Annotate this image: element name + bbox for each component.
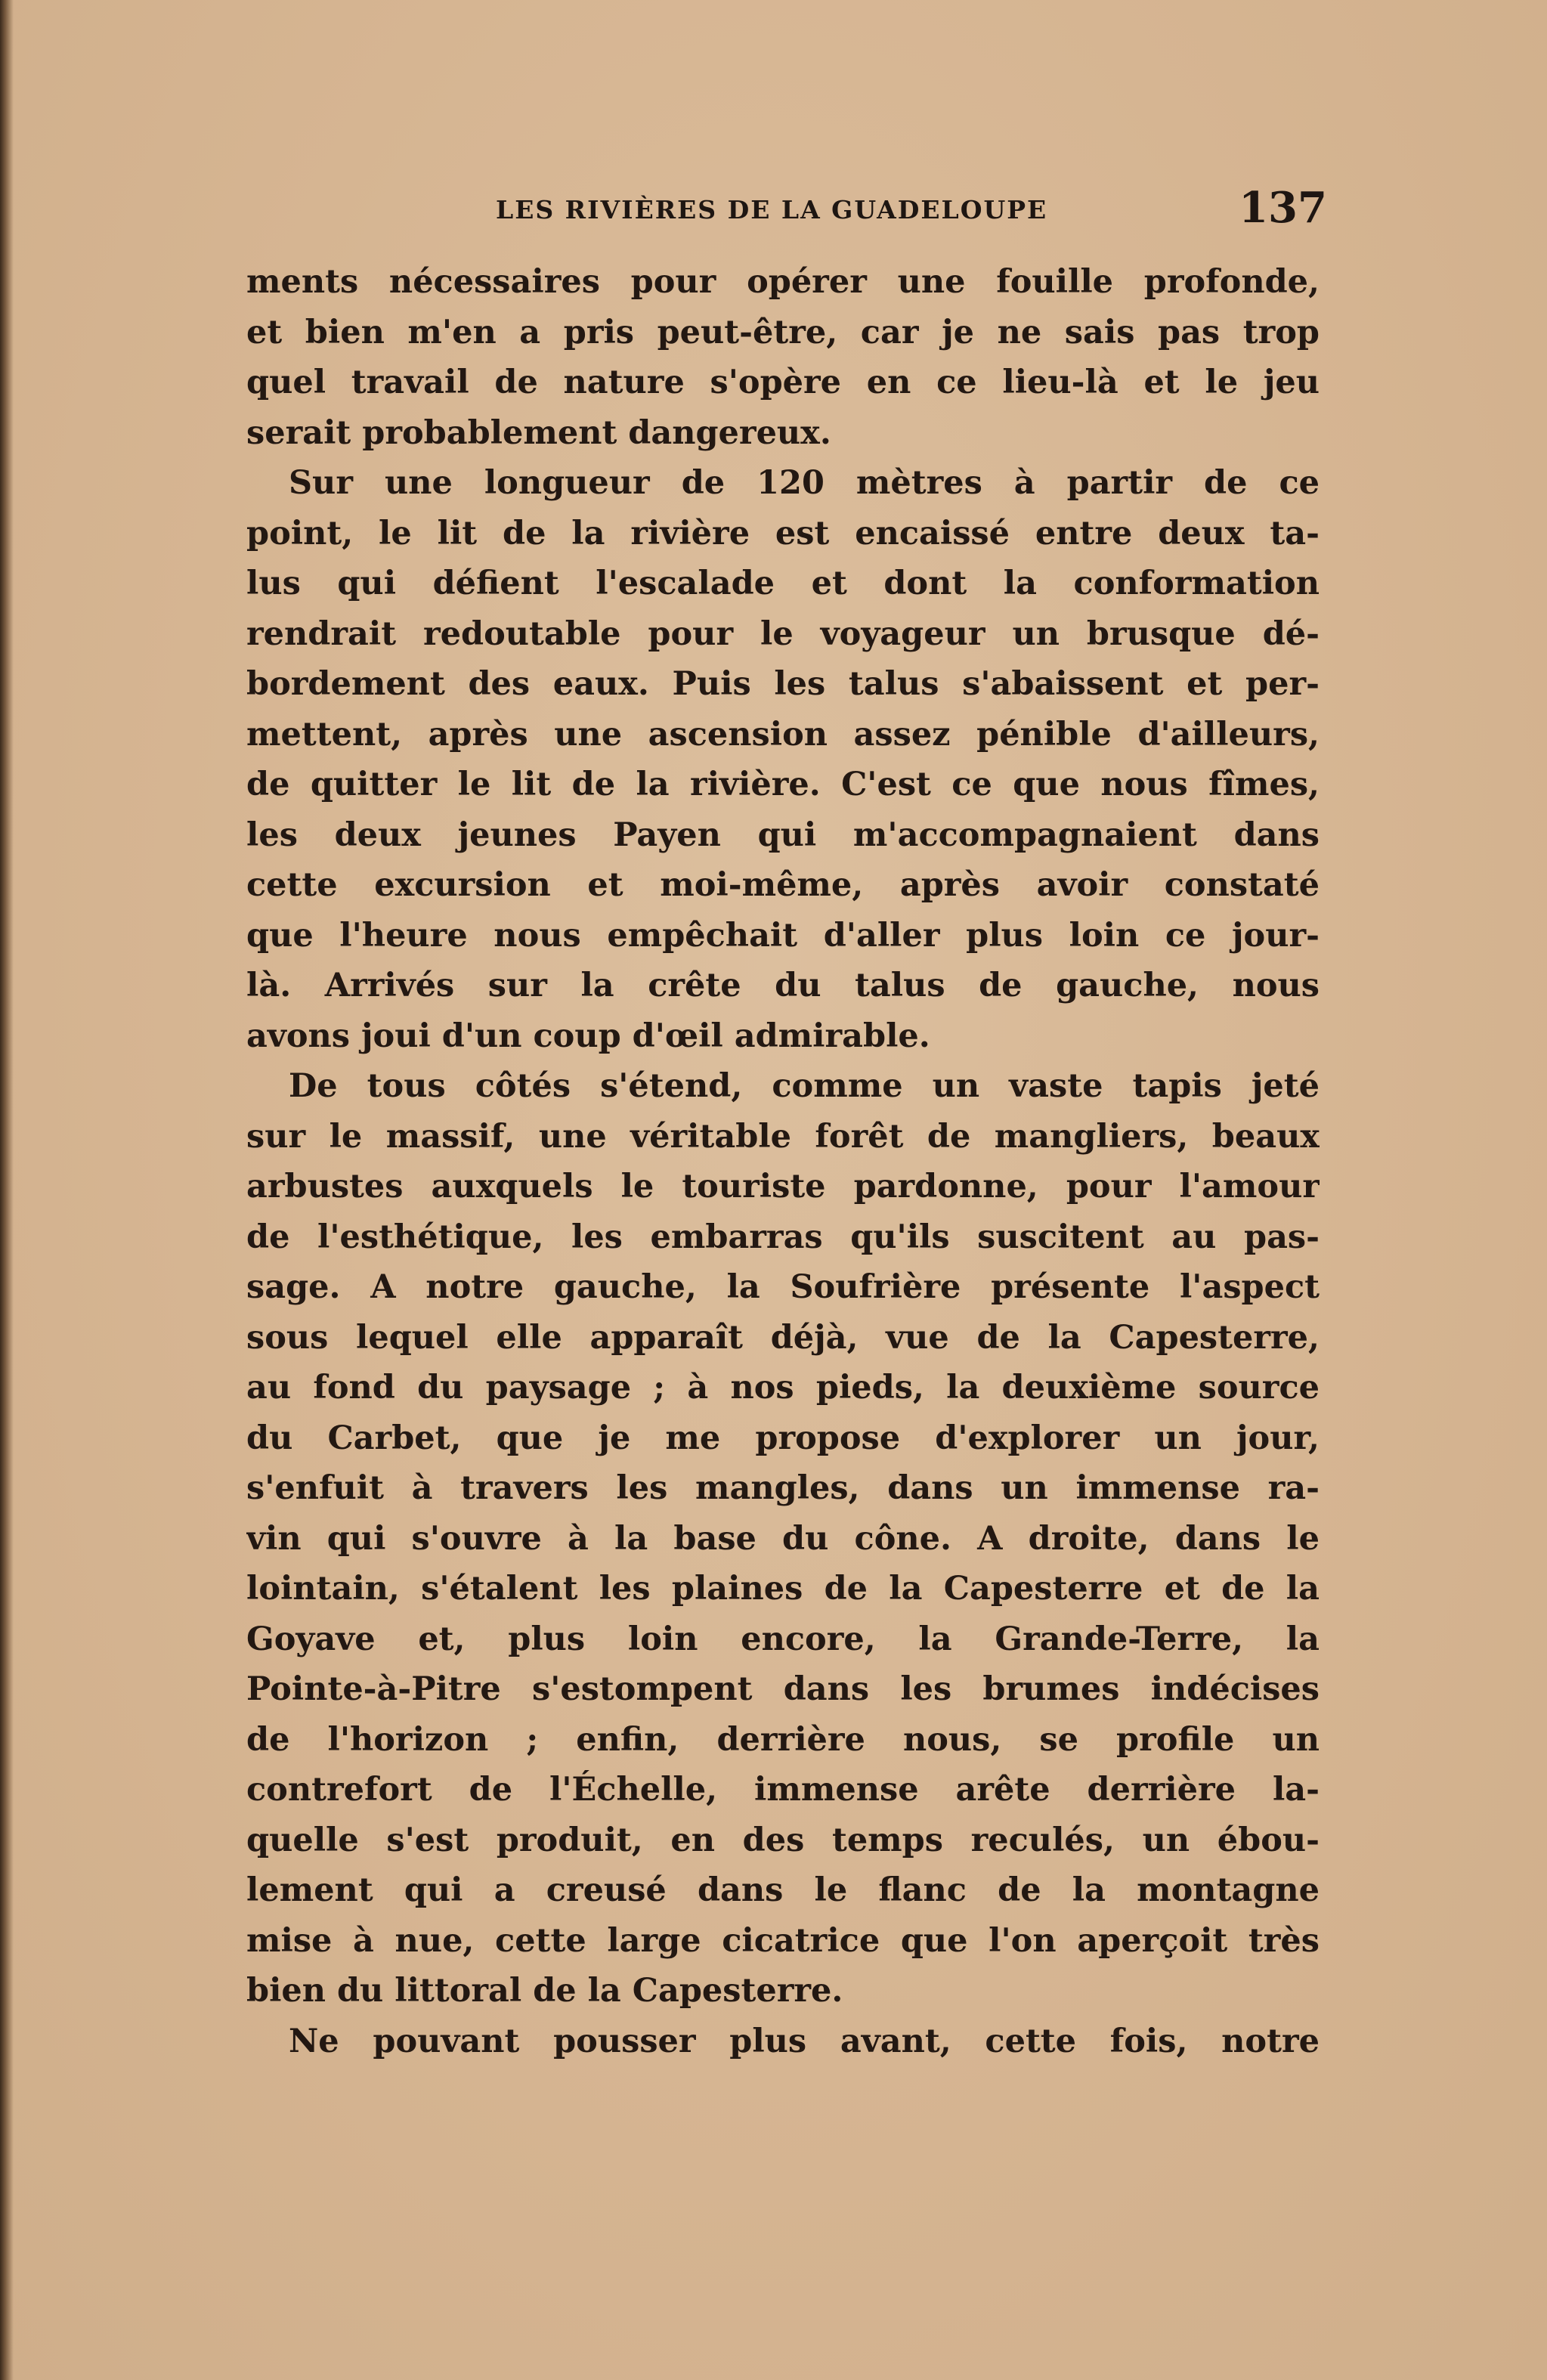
text-line: rendrait redoutable pour le voyageur un brusque dé- bbox=[246, 614, 1320, 653]
text-line: de quitter le lit de la rivière. C'est ce que nous fîmes, bbox=[246, 766, 1320, 803]
text-line: sous lequel elle apparaît déjà, vue de la Capesterre, bbox=[246, 1318, 1320, 1357]
text-line: lus qui défient l'escalade et dont la conformation bbox=[246, 565, 1320, 602]
text-line: s'enfuit à travers les mangles, dans un immense ra- bbox=[246, 1469, 1320, 1507]
text-line: Pointe-à-Pitre s'estompent dans les brumes indécises bbox=[246, 1670, 1320, 1708]
page-binding-edge bbox=[0, 0, 14, 2380]
text-line: là. Arrivés sur la crête du talus de gauche, nous bbox=[246, 967, 1320, 1004]
body-text bbox=[246, 257, 1320, 2066]
text-line: et bien m'en a pris peut-être, car je ne sais pas trop bbox=[246, 313, 1320, 351]
text-line: mettent, après une ascension assez pénible d'ailleurs, bbox=[246, 715, 1320, 754]
text-line: quelle s'est produit, en des temps reculés, un ébou- bbox=[246, 1821, 1320, 1859]
text-line: Goyave et, plus loin encore, la Grande-Terre, la bbox=[246, 1620, 1320, 1658]
text-line: point, le lit de la rivière est encaissé entre deux ta- bbox=[246, 514, 1320, 552]
text-line: De tous côtés s'étend, comme un vaste tapis jeté bbox=[289, 1067, 1320, 1105]
page-number: 137 bbox=[1239, 183, 1327, 233]
text-line: au fond du paysage ; à nos pieds, la deuxième source bbox=[246, 1369, 1320, 1407]
text-line: contrefort de l'Échelle, immense arête derrière la- bbox=[246, 1771, 1320, 1809]
page-header bbox=[246, 181, 1327, 234]
text-line: ments nécessaires pour opérer une fouille profonde, bbox=[246, 263, 1320, 301]
text-line: Ne pouvant pousser plus avant, cette fois, notre bbox=[289, 2022, 1320, 2060]
text-line: sage. A notre gauche, la Soufrière présente l'aspect bbox=[246, 1268, 1320, 1306]
text-line: de l'horizon ; enfin, derrière nous, se profile un bbox=[246, 1720, 1320, 1759]
text-line: serait probablement dangereux. bbox=[246, 413, 831, 452]
text-line: les deux jeunes Payen qui m'accompagnaient dans bbox=[246, 816, 1320, 854]
text-line: du Carbet, que je me propose d'explorer un jour, bbox=[246, 1419, 1320, 1457]
text-line: quel travail de nature s'opère en ce lieu-là et le jeu bbox=[246, 364, 1320, 401]
text-line: bordement des eaux. Puis les talus s'abaissent et per- bbox=[246, 665, 1320, 703]
text-line: que l'heure nous empêchait d'aller plus loin ce jour- bbox=[246, 916, 1320, 955]
text-line: Sur une longueur de 120 mètres à partir de ce bbox=[289, 464, 1320, 502]
text-line: lement qui a creusé dans le flanc de la montagne bbox=[246, 1871, 1320, 1909]
text-line: bien du littoral de la Capesterre. bbox=[246, 1972, 843, 2010]
text-line: de l'esthétique, les embarras qu'ils suscitent au pas- bbox=[246, 1218, 1320, 1256]
text-line: lointain, s'étalent les plaines de la Capesterre et de la bbox=[246, 1570, 1320, 1608]
text-line: sur le massif, une véritable forêt de mangliers, beaux bbox=[246, 1117, 1320, 1156]
text-line: avons joui d'un coup d'œil admirable. bbox=[246, 1017, 930, 1055]
text-line: mise à nue, cette large cicatrice que l'on aperçoit très bbox=[246, 1921, 1320, 1960]
text-line: arbustes auxquels le touriste pardonne, pour l'amour bbox=[246, 1168, 1320, 1205]
text-line: cette excursion et moi-même, après avoir constaté bbox=[246, 866, 1320, 904]
text-line: vin qui s'ouvre à la base du cône. A droite, dans le bbox=[246, 1519, 1320, 1558]
running-title: LES RIVIÈRES DE LA GUADELOUPE bbox=[496, 195, 1048, 224]
